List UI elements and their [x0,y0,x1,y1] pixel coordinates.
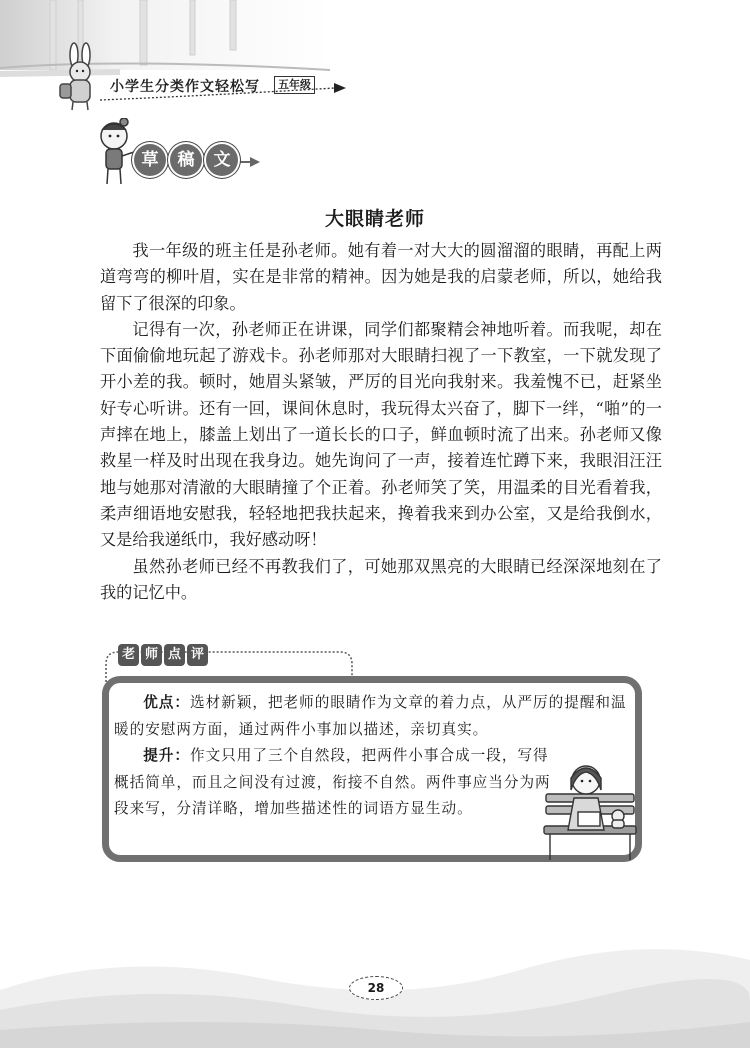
girl-reading-illustration [540,754,640,864]
essay-body [100,238,662,606]
book-title: 小学生分类作文轻松写 [110,79,260,95]
essay-paragraph: 我一年级的班主任是孙老师。她有着一对大大的圆溜溜的眼睛，再配上两道弯弯的柳叶眉，实在是非常的精神。因为她是我的启蒙老师，所以，她给我留下了很深的印象。 [100,241,662,313]
comment-title-char: 评 [187,644,208,666]
section-title-char: 草 [134,144,166,176]
comment-merit [114,690,634,743]
comment-improve [114,743,559,823]
section-title [134,144,238,176]
essay-title: 大眼睛老师 [324,208,425,230]
page-number: 28 [349,976,403,1000]
comment-title-char: 师 [141,644,162,666]
essay-paragraph: 虽然孙老师已经不再教我们了，可她那双黑亮的大眼睛已经深深地刻在了我的记忆中。 [100,556,662,602]
essay-paragraph: 记得有一次，孙老师正在讲课，同学们都聚精会神地听着。而我呢，却在下面偷偷地玩起了游戏卡。孙老师那对大眼睛扫视了一下教室，一下就发现了开小差的我。顿时，她眉头紧皱，严厉的目光向我射来。我羞愧不已，赶紧坐好专心听讲。还有一回，课间休息时，我玩得太兴奋了，脚下一绊，“啪”的一声摔在地上，膝盖上划出了一道长长的口子，鲜血顿时流了出来。孙老师又像救星一样及时出现在我身边。她先询问了一声，接着连忙蹲下来，我眼泪汪汪地与她那对清澈的大眼睛撞了个正着。孙老师笑了笑，用温柔的目光看着我，柔声细语地安慰我，轻轻地把我扶起来，搀着我来到办公室，又是给我倒水，又是给我递纸巾，我好感动呀！ [100,319,662,550]
comment-title [118,644,208,666]
section-title-char: 稿 [170,144,202,176]
merit-text: 选材新颖，把老师的眼睛作为文章的着力点，从严厉的提醒和温暖的安慰两方面，通过两件小事加以描述，亲切真实。 [114,694,627,738]
grade-badge: 五年级 [274,76,315,94]
merit-label: 优点： [143,694,190,711]
comment-title-char: 老 [118,644,139,666]
improve-label: 提升： [143,747,190,764]
improve-text: 作文只用了三个自然段，把两件小事合成一段，写得概括简单，而且之间没有过渡，衔接不自然。两件事应当分为两段来写，分清详略，增加些描述性的词语方显生动。 [114,747,551,817]
header-decoration [0,0,750,120]
section-title-char: 文 [206,144,238,176]
comment-title-char: 点 [164,644,185,666]
